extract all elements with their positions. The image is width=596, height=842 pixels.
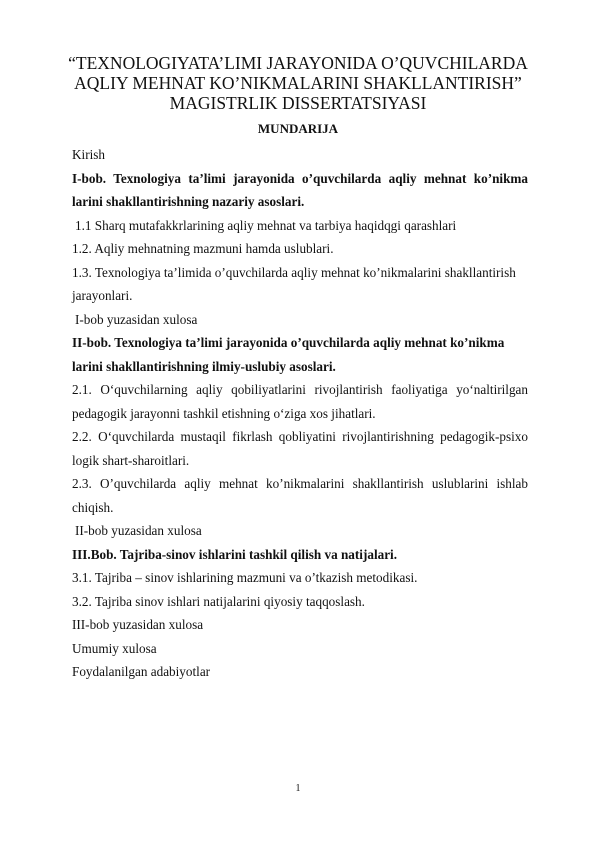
toc-section-1-2: 1.2. Aqliy mehnatning mazmuni hamda uslublari.: [72, 241, 334, 256]
toc-section-2-3: 2.3. O’quvchilarda aqliy mehnat ko’nikmalarini shakllantirish uslublarini ishlab: [72, 476, 528, 491]
toc-section-1-3-cont: jarayonlari.: [72, 288, 133, 303]
toc-section-3-1: 3.1. Tajriba – sinov ishlarining mazmuni va o’tkazish metodikasi.: [72, 570, 418, 585]
toc-references: Foydalanilgan adabiyotlar: [72, 664, 211, 679]
toc-section-2-1: 2.1. O‘quvchilarning aqliy qobiliyatlarini rivojlantirish faoliyatiga yo‘naltirilgan: [72, 382, 528, 397]
page-number: 1: [295, 783, 301, 794]
toc-section-2-2: 2.2. O‘quvchilarda mustaqil fikrlash qobliyatini rivojlantirishning pedagogik-psixo: [72, 429, 528, 444]
toc-chapter-3: III.Bob. Tajriba-sinov ishlarini tashkil qilish va natijalari.: [72, 546, 398, 562]
toc-section-3-2: 3.2. Tajriba sinov ishlari natijalarini qiyosiy taqqoslash.: [72, 593, 365, 609]
toc-section-1-3: 1.3. Texnologiya ta’limida o’quvchilarda aqliy mehnat ko’nikmalarini shakllantirish: [72, 264, 516, 280]
title-line: “TEXNOLOGIYATA’LIMI JARAYONIDA O’QUVCHILARDA: [68, 53, 528, 73]
title-line: AQLIY MEHNAT KO’NIKMALARINI SHAKLLANTIRISH”: [74, 73, 522, 93]
table-of-contents: [72, 143, 528, 684]
toc-chapter-1: I-bob. Texnologiya ta’limi jarayonida o’quvchilarda aqliy mehnat ko’nikma: [72, 170, 528, 186]
contents-heading: MUNDARIJA: [257, 121, 339, 136]
toc-entry-introduction: Kirish: [72, 147, 105, 162]
toc-section-2-1-cont: pedagogik jarayonni tashkil etishning o‘ziga xos jihatlari.: [72, 405, 376, 421]
toc-section-2-3-cont: chiqish.: [72, 499, 114, 515]
title-line: MAGISTRLIK DISSERTATSIYASI: [169, 93, 427, 113]
toc-section-2-2-cont: logik shart-sharoitlari.: [72, 452, 190, 468]
toc-section-1-1: 1.1 Sharq mutafakkrlarining aqliy mehnat va tarbiya haqidqgi qarashlari: [75, 217, 457, 233]
toc-chapter-1-summary: I-bob yuzasidan xulosa: [75, 311, 198, 327]
document-title: [60, 53, 536, 113]
toc-chapter-2-summary: II-bob yuzasidan xulosa: [75, 523, 202, 538]
toc-general-conclusion: Umumiy xulosa: [72, 640, 157, 656]
toc-chapter-1-cont: larini shakllantirishning nazariy asoslari.: [72, 194, 305, 209]
toc-chapter-3-summary: III-bob yuzasidan xulosa: [72, 617, 204, 632]
toc-chapter-2-cont: larini shakllantirishning ilmiy-uslubiy asoslari.: [72, 358, 336, 374]
toc-chapter-2: II-bob. Texnologiya ta’limi jarayonida o’quvchilarda aqliy mehnat ko’nikma: [72, 335, 505, 350]
